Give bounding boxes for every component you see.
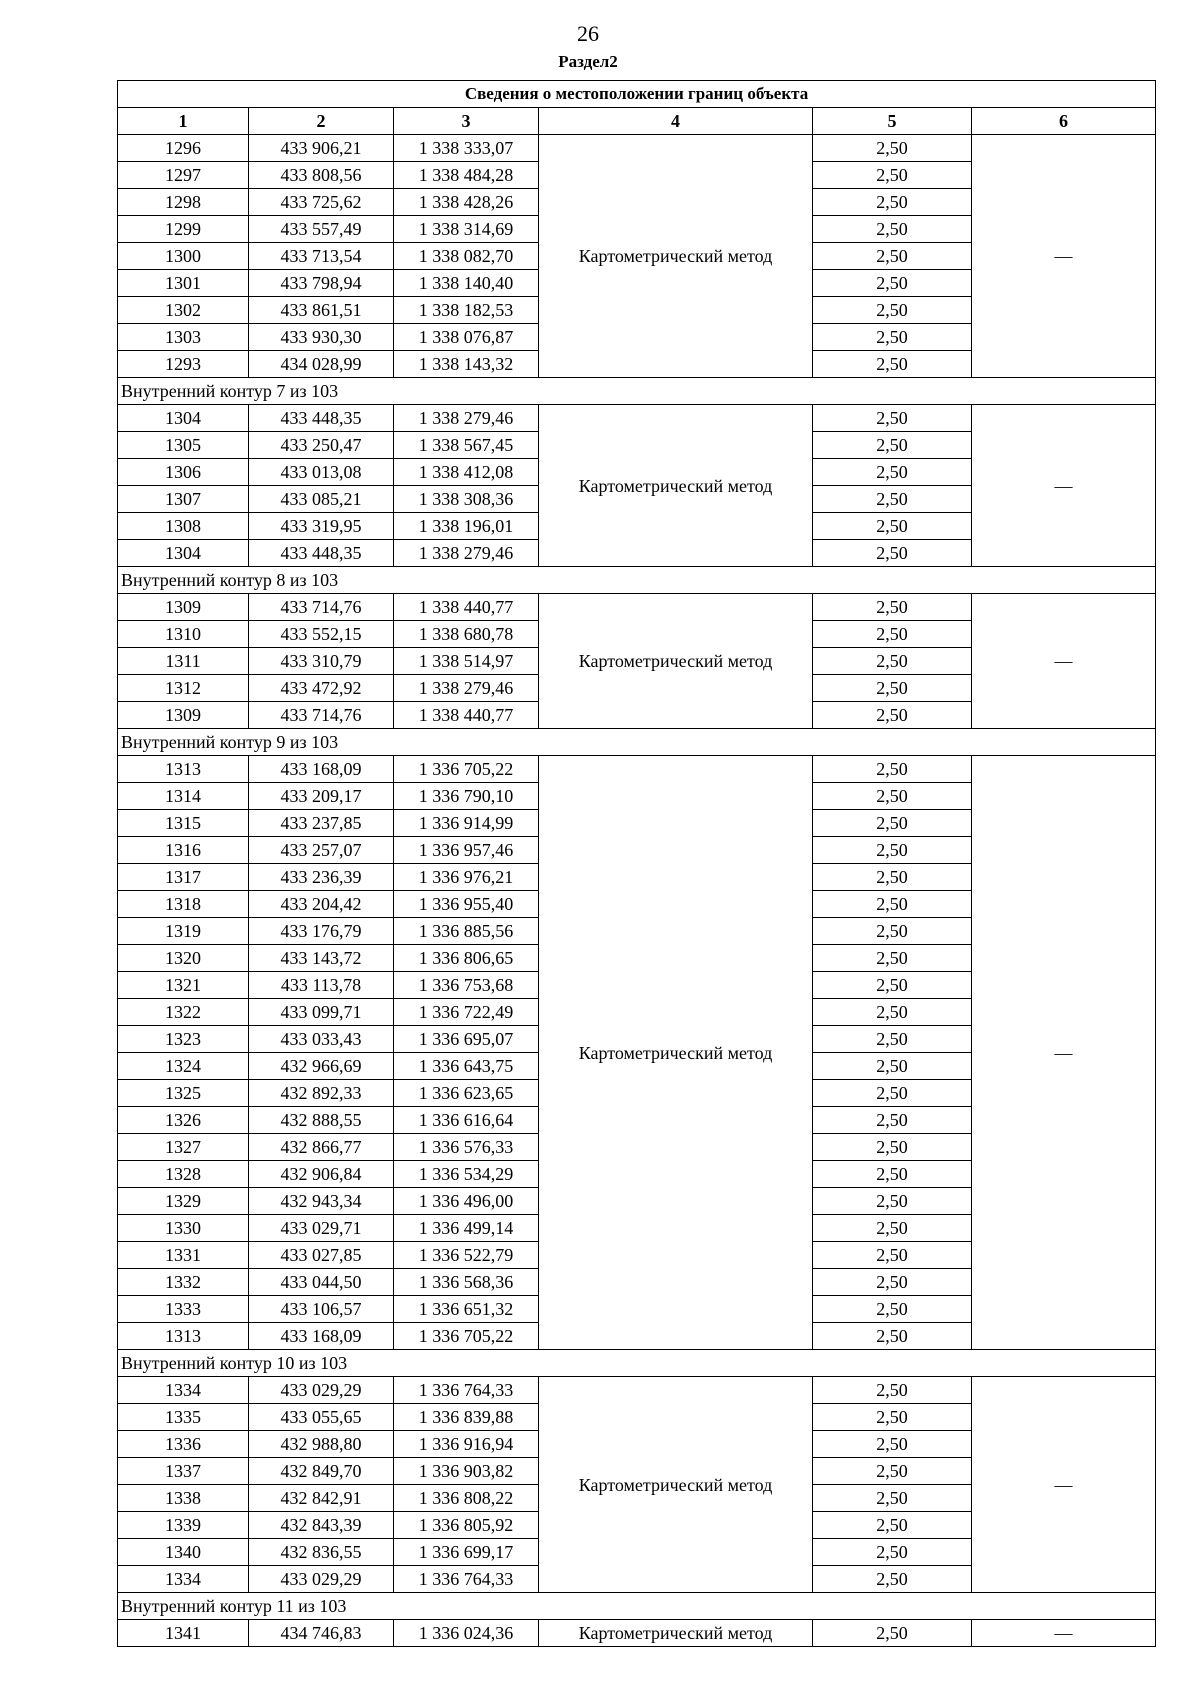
y-coordinate-cell: 1 338 082,70 [394,243,539,270]
point-number-cell: 1304 [118,540,249,567]
accuracy-cell: 2,50 [813,162,972,189]
point-number-cell: 1315 [118,810,249,837]
point-number-cell: 1301 [118,270,249,297]
x-coordinate-cell: 433 106,57 [249,1296,394,1323]
point-number-cell: 1321 [118,972,249,999]
y-coordinate-cell: 1 336 568,36 [394,1269,539,1296]
contour-label: Внутренний контур 7 из 103 [118,378,1156,405]
x-coordinate-cell: 434 028,99 [249,351,394,378]
accuracy-cell: 2,50 [813,675,972,702]
x-coordinate-cell: 433 557,49 [249,216,394,243]
column-header-5: 5 [813,108,972,135]
accuracy-cell: 2,50 [813,1269,972,1296]
point-number-cell: 1332 [118,1269,249,1296]
y-coordinate-cell: 1 338 514,97 [394,648,539,675]
point-number-cell: 1322 [118,999,249,1026]
x-coordinate-cell: 433 257,07 [249,837,394,864]
point-number-cell: 1307 [118,486,249,513]
table-row [118,756,1156,783]
point-number-cell: 1300 [118,243,249,270]
point-number-cell: 1293 [118,351,249,378]
y-coordinate-cell: 1 338 680,78 [394,621,539,648]
x-coordinate-cell: 433 861,51 [249,297,394,324]
column-header-1: 1 [118,108,249,135]
x-coordinate-cell: 433 552,15 [249,621,394,648]
point-number-cell: 1299 [118,216,249,243]
accuracy-cell: 2,50 [813,513,972,540]
point-number-cell: 1340 [118,1539,249,1566]
point-number-cell: 1319 [118,918,249,945]
accuracy-cell: 2,50 [813,270,972,297]
x-coordinate-cell: 432 836,55 [249,1539,394,1566]
contour-label-row [118,378,1156,405]
point-number-cell: 1297 [118,162,249,189]
point-number-cell: 1310 [118,621,249,648]
y-coordinate-cell: 1 336 808,22 [394,1485,539,1512]
x-coordinate-cell: 433 808,56 [249,162,394,189]
x-coordinate-cell: 433 713,54 [249,243,394,270]
y-coordinate-cell: 1 338 567,45 [394,432,539,459]
y-coordinate-cell: 1 336 722,49 [394,999,539,1026]
column6-cell: — [972,756,1156,1350]
method-cell: Картометрический метод [539,135,813,378]
x-coordinate-cell: 433 714,76 [249,702,394,729]
x-coordinate-cell: 434 746,83 [249,1620,394,1647]
accuracy-cell: 2,50 [813,1512,972,1539]
accuracy-cell: 2,50 [813,810,972,837]
method-cell: Картометрический метод [539,594,813,729]
point-number-cell: 1296 [118,135,249,162]
point-number-cell: 1308 [118,513,249,540]
accuracy-cell: 2,50 [813,891,972,918]
page-number: 26 [577,21,599,46]
x-coordinate-cell: 432 892,33 [249,1080,394,1107]
point-number-cell: 1313 [118,756,249,783]
accuracy-cell: 2,50 [813,945,972,972]
accuracy-cell: 2,50 [813,1566,972,1593]
accuracy-cell: 2,50 [813,918,972,945]
point-number-cell: 1317 [118,864,249,891]
contour-label: Внутренний контур 8 из 103 [118,567,1156,594]
accuracy-cell: 2,50 [813,783,972,810]
point-number-cell: 1316 [118,837,249,864]
x-coordinate-cell: 433 055,65 [249,1404,394,1431]
accuracy-cell: 2,50 [813,1377,972,1404]
point-number-cell: 1320 [118,945,249,972]
y-coordinate-cell: 1 336 699,17 [394,1539,539,1566]
y-coordinate-cell: 1 336 651,32 [394,1296,539,1323]
point-number-cell: 1334 [118,1566,249,1593]
column6-cell: — [972,405,1156,567]
accuracy-cell: 2,50 [813,540,972,567]
y-coordinate-cell: 1 338 412,08 [394,459,539,486]
point-number-cell: 1309 [118,594,249,621]
accuracy-cell: 2,50 [813,1242,972,1269]
y-coordinate-cell: 1 336 806,65 [394,945,539,972]
x-coordinate-cell: 433 027,85 [249,1242,394,1269]
contour-label-row [118,567,1156,594]
x-coordinate-cell: 433 237,85 [249,810,394,837]
x-coordinate-cell: 433 250,47 [249,432,394,459]
accuracy-cell: 2,50 [813,621,972,648]
y-coordinate-cell: 1 336 914,99 [394,810,539,837]
accuracy-cell: 2,50 [813,702,972,729]
accuracy-cell: 2,50 [813,1431,972,1458]
y-coordinate-cell: 1 336 499,14 [394,1215,539,1242]
accuracy-cell: 2,50 [813,1458,972,1485]
x-coordinate-cell: 433 209,17 [249,783,394,810]
contour-label: Внутренний контур 11 из 103 [118,1593,1156,1620]
y-coordinate-cell: 1 338 314,69 [394,216,539,243]
column-header-4: 4 [539,108,813,135]
point-number-cell: 1341 [118,1620,249,1647]
x-coordinate-cell: 432 888,55 [249,1107,394,1134]
point-number-cell: 1334 [118,1377,249,1404]
x-coordinate-cell: 432 842,91 [249,1485,394,1512]
point-number-cell: 1327 [118,1134,249,1161]
accuracy-cell: 2,50 [813,459,972,486]
y-coordinate-cell: 1 336 885,56 [394,918,539,945]
column-header-row [118,108,1156,135]
y-coordinate-cell: 1 336 903,82 [394,1458,539,1485]
point-number-cell: 1314 [118,783,249,810]
point-number-cell: 1328 [118,1161,249,1188]
point-number-cell: 1309 [118,702,249,729]
x-coordinate-cell: 433 029,29 [249,1377,394,1404]
table-row [118,135,1156,162]
contour-label-row [118,729,1156,756]
point-number-cell: 1302 [118,297,249,324]
accuracy-cell: 2,50 [813,351,972,378]
column6-cell: — [972,594,1156,729]
accuracy-cell: 2,50 [813,1161,972,1188]
accuracy-cell: 2,50 [813,324,972,351]
point-number-cell: 1311 [118,648,249,675]
point-number-cell: 1304 [118,405,249,432]
point-number-cell: 1337 [118,1458,249,1485]
table-row [118,405,1156,432]
accuracy-cell: 2,50 [813,1485,972,1512]
point-number-cell: 1324 [118,1053,249,1080]
x-coordinate-cell: 433 714,76 [249,594,394,621]
x-coordinate-cell: 433 143,72 [249,945,394,972]
x-coordinate-cell: 433 176,79 [249,918,394,945]
x-coordinate-cell: 433 029,29 [249,1566,394,1593]
point-number-cell: 1303 [118,324,249,351]
y-coordinate-cell: 1 336 957,46 [394,837,539,864]
y-coordinate-cell: 1 336 916,94 [394,1431,539,1458]
y-coordinate-cell: 1 336 623,65 [394,1080,539,1107]
column-header-2: 2 [249,108,394,135]
y-coordinate-cell: 1 336 616,64 [394,1107,539,1134]
accuracy-cell: 2,50 [813,1404,972,1431]
y-coordinate-cell: 1 336 753,68 [394,972,539,999]
point-number-cell: 1323 [118,1026,249,1053]
y-coordinate-cell: 1 336 705,22 [394,756,539,783]
x-coordinate-cell: 433 472,92 [249,675,394,702]
y-coordinate-cell: 1 336 576,33 [394,1134,539,1161]
accuracy-cell: 2,50 [813,756,972,783]
y-coordinate-cell: 1 338 440,77 [394,594,539,621]
accuracy-cell: 2,50 [813,1215,972,1242]
point-number-cell: 1306 [118,459,249,486]
x-coordinate-cell: 432 966,69 [249,1053,394,1080]
accuracy-cell: 2,50 [813,189,972,216]
method-cell: Картометрический метод [539,1377,813,1593]
contour-label: Внутренний контур 9 из 103 [118,729,1156,756]
accuracy-cell: 2,50 [813,999,972,1026]
x-coordinate-cell: 433 448,35 [249,405,394,432]
y-coordinate-cell: 1 336 839,88 [394,1404,539,1431]
x-coordinate-cell: 432 943,34 [249,1188,394,1215]
accuracy-cell: 2,50 [813,1188,972,1215]
y-coordinate-cell: 1 338 076,87 [394,324,539,351]
accuracy-cell: 2,50 [813,837,972,864]
x-coordinate-cell: 432 849,70 [249,1458,394,1485]
point-number-cell: 1305 [118,432,249,459]
accuracy-cell: 2,50 [813,594,972,621]
y-coordinate-cell: 1 336 790,10 [394,783,539,810]
x-coordinate-cell: 433 310,79 [249,648,394,675]
accuracy-cell: 2,50 [813,405,972,432]
column6-cell: — [972,1620,1156,1647]
column-header-3: 3 [394,108,539,135]
accuracy-cell: 2,50 [813,1620,972,1647]
x-coordinate-cell: 433 085,21 [249,486,394,513]
accuracy-cell: 2,50 [813,486,972,513]
x-coordinate-cell: 433 204,42 [249,891,394,918]
x-coordinate-cell: 433 029,71 [249,1215,394,1242]
x-coordinate-cell: 433 013,08 [249,459,394,486]
y-coordinate-cell: 1 338 182,53 [394,297,539,324]
table-caption: Сведения о местоположении границ объекта [118,81,1156,108]
x-coordinate-cell: 432 988,80 [249,1431,394,1458]
x-coordinate-cell: 433 448,35 [249,540,394,567]
point-number-cell: 1313 [118,1323,249,1350]
point-number-cell: 1325 [118,1080,249,1107]
point-number-cell: 1338 [118,1485,249,1512]
point-number-cell: 1326 [118,1107,249,1134]
accuracy-cell: 2,50 [813,243,972,270]
accuracy-cell: 2,50 [813,972,972,999]
x-coordinate-cell: 433 798,94 [249,270,394,297]
point-number-cell: 1331 [118,1242,249,1269]
accuracy-cell: 2,50 [813,432,972,459]
y-coordinate-cell: 1 336 534,29 [394,1161,539,1188]
x-coordinate-cell: 433 725,62 [249,189,394,216]
y-coordinate-cell: 1 336 976,21 [394,864,539,891]
y-coordinate-cell: 1 338 279,46 [394,405,539,432]
x-coordinate-cell: 433 113,78 [249,972,394,999]
contour-label-row [118,1593,1156,1620]
point-number-cell: 1312 [118,675,249,702]
contour-label-row [118,1350,1156,1377]
x-coordinate-cell: 432 866,77 [249,1134,394,1161]
y-coordinate-cell: 1 336 764,33 [394,1377,539,1404]
accuracy-cell: 2,50 [813,216,972,243]
accuracy-cell: 2,50 [813,1053,972,1080]
column-header-6: 6 [972,108,1156,135]
x-coordinate-cell: 433 319,95 [249,513,394,540]
y-coordinate-cell: 1 336 705,22 [394,1323,539,1350]
y-coordinate-cell: 1 338 196,01 [394,513,539,540]
accuracy-cell: 2,50 [813,1026,972,1053]
column6-cell: — [972,1377,1156,1593]
section-title: Раздел2 [558,52,618,71]
y-coordinate-cell: 1 338 440,77 [394,702,539,729]
y-coordinate-cell: 1 336 024,36 [394,1620,539,1647]
y-coordinate-cell: 1 336 955,40 [394,891,539,918]
boundary-coordinates-table [117,80,1156,1647]
point-number-cell: 1329 [118,1188,249,1215]
accuracy-cell: 2,50 [813,1134,972,1161]
table-body [118,135,1156,1647]
y-coordinate-cell: 1 336 496,00 [394,1188,539,1215]
x-coordinate-cell: 433 168,09 [249,1323,394,1350]
y-coordinate-cell: 1 338 279,46 [394,675,539,702]
y-coordinate-cell: 1 338 279,46 [394,540,539,567]
table-row [118,594,1156,621]
table-row [118,1377,1156,1404]
point-number-cell: 1339 [118,1512,249,1539]
y-coordinate-cell: 1 338 140,40 [394,270,539,297]
point-number-cell: 1335 [118,1404,249,1431]
x-coordinate-cell: 432 906,84 [249,1161,394,1188]
point-number-cell: 1330 [118,1215,249,1242]
x-coordinate-cell: 433 168,09 [249,756,394,783]
y-coordinate-cell: 1 338 143,32 [394,351,539,378]
accuracy-cell: 2,50 [813,1107,972,1134]
x-coordinate-cell: 433 033,43 [249,1026,394,1053]
method-cell: Картометрический метод [539,756,813,1350]
point-number-cell: 1298 [118,189,249,216]
accuracy-cell: 2,50 [813,864,972,891]
accuracy-cell: 2,50 [813,648,972,675]
accuracy-cell: 2,50 [813,1080,972,1107]
y-coordinate-cell: 1 338 428,26 [394,189,539,216]
y-coordinate-cell: 1 336 695,07 [394,1026,539,1053]
y-coordinate-cell: 1 336 643,75 [394,1053,539,1080]
point-number-cell: 1318 [118,891,249,918]
y-coordinate-cell: 1 338 484,28 [394,162,539,189]
table-caption-row [118,81,1156,108]
accuracy-cell: 2,50 [813,135,972,162]
x-coordinate-cell: 432 843,39 [249,1512,394,1539]
point-number-cell: 1333 [118,1296,249,1323]
accuracy-cell: 2,50 [813,297,972,324]
x-coordinate-cell: 433 236,39 [249,864,394,891]
x-coordinate-cell: 433 930,30 [249,324,394,351]
x-coordinate-cell: 433 099,71 [249,999,394,1026]
table-row [118,1620,1156,1647]
y-coordinate-cell: 1 336 764,33 [394,1566,539,1593]
x-coordinate-cell: 433 906,21 [249,135,394,162]
y-coordinate-cell: 1 338 308,36 [394,486,539,513]
column6-cell: — [972,135,1156,378]
y-coordinate-cell: 1 338 333,07 [394,135,539,162]
accuracy-cell: 2,50 [813,1539,972,1566]
accuracy-cell: 2,50 [813,1323,972,1350]
y-coordinate-cell: 1 336 522,79 [394,1242,539,1269]
x-coordinate-cell: 433 044,50 [249,1269,394,1296]
point-number-cell: 1336 [118,1431,249,1458]
contour-label: Внутренний контур 10 из 103 [118,1350,1156,1377]
y-coordinate-cell: 1 336 805,92 [394,1512,539,1539]
method-cell: Картометрический метод [539,405,813,567]
accuracy-cell: 2,50 [813,1296,972,1323]
method-cell: Картометрический метод [539,1620,813,1647]
